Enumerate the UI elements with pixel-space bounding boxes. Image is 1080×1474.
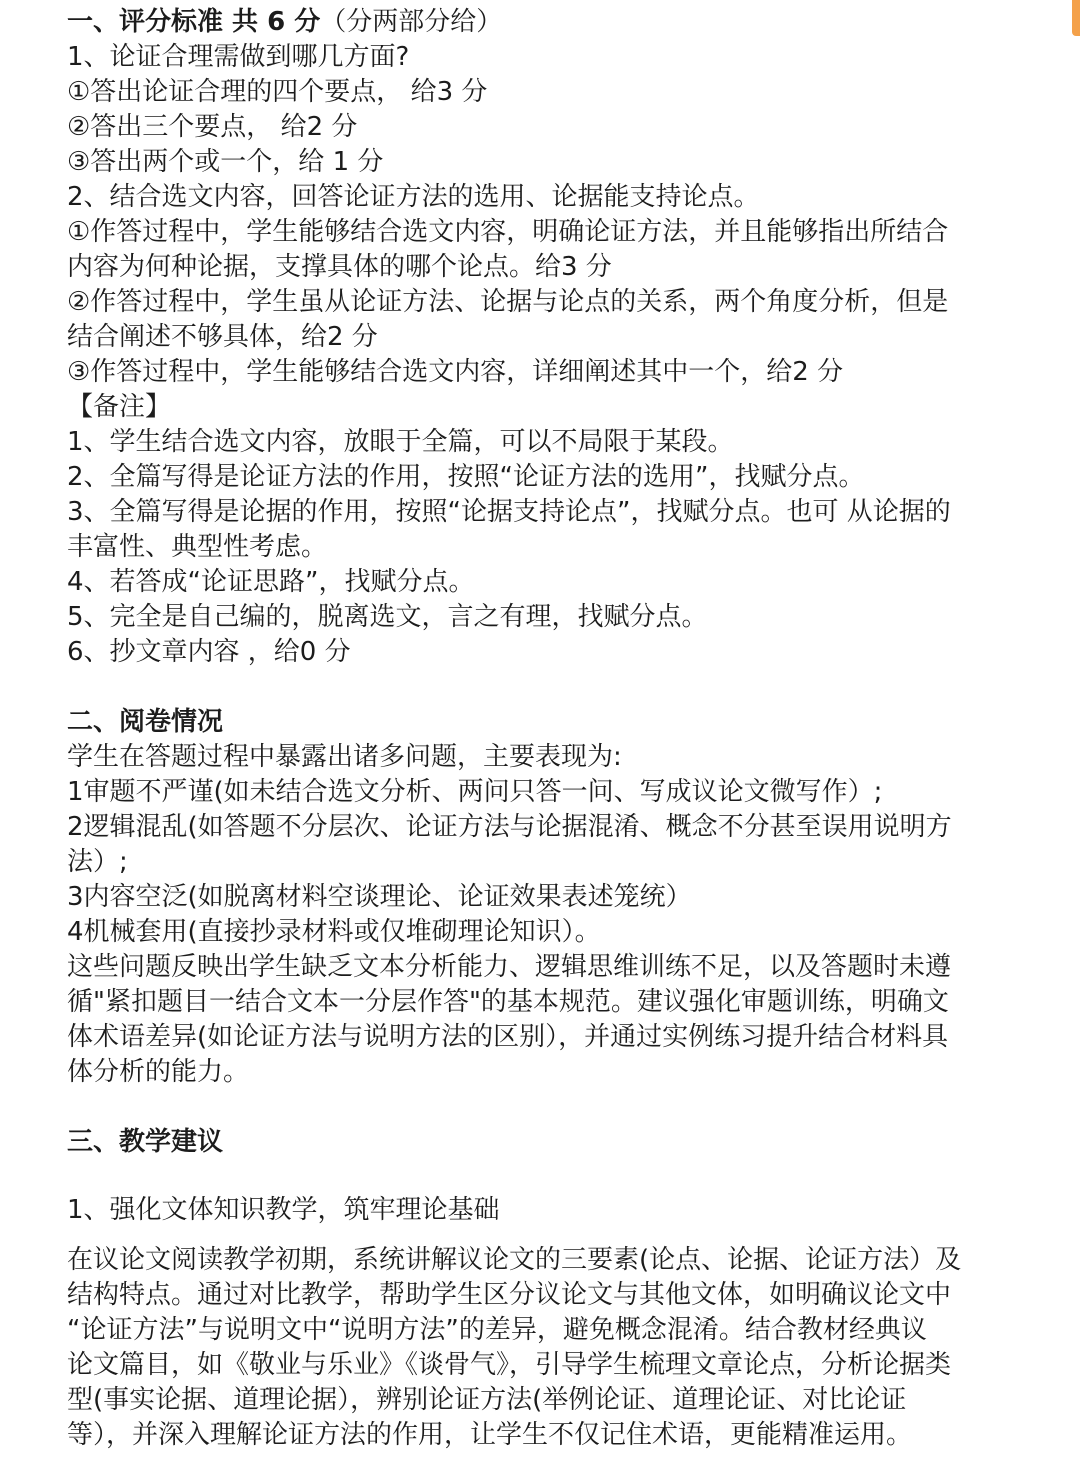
notes-title: 【备注】 [67, 392, 172, 422]
section3-subheading-1: 1、强化文体知识教学，筑牢理论基础 [67, 1195, 500, 1225]
summary-line4: 体分析的能力。 [67, 1057, 250, 1087]
para-line4: 论文篇目，如《敬业与乐业》《谈骨气》，引导学生梳理文章论点，分析论据类 [67, 1350, 952, 1380]
summary-line3: 体术语差异(如论证方法与说明方法的区别），并通过实例练习提升结合材料具 [67, 1022, 949, 1052]
q2-item-1-line2: 内容为何种论据，支撑具体的哪个论点。给3 分 [67, 252, 612, 282]
q1-item-3: ③答出两个或一个，给 1 分 [67, 147, 384, 177]
q2-item-3: ③作答过程中，学生能够结合选文内容，详细阐述其中一个，给2 分 [67, 357, 844, 387]
note-1: 1、学生结合选文内容，放眼于全篇，可以不局限于某段。 [67, 427, 734, 457]
question-1: 1、论证合理需做到哪几方面? [67, 42, 410, 72]
section3-title: 三、教学建议 [67, 1127, 224, 1157]
note-5: 5、完全是自己编的，脱离选文，言之有理，找赋分点。 [67, 602, 708, 632]
summary-line2: 循"紧扣题目一结合文本一分层作答"的基本规范。建议强化审题训练，明确文 [67, 987, 949, 1017]
q2-item-2-line2: 结合阐述不够具体，给2 分 [67, 322, 378, 352]
problem-1: 1审题不严谨(如未结合选文分析、两问只答一问、写成议论文微写作）; [67, 777, 883, 807]
problem-2-line2: 法）; [67, 847, 128, 877]
problem-4: 4机械套用(直接抄录材料或仅堆砌理论知识）。 [67, 917, 601, 947]
para-line1: 在议论文阅读教学初期，系统讲解议论文的三要素(论点、论据、论证方法）及 [67, 1245, 962, 1275]
section1-title [67, 5, 502, 40]
note-2: 2、全篇写得是论证方法的作用，按照“论证方法的选用”，找赋分点。 [67, 462, 865, 492]
note-6: 6、抄文章内容 ，给0 分 [67, 637, 351, 667]
section1-title-rest: （分两部分给） [320, 7, 503, 37]
note-3-line1: 3、全篇写得是论据的作用，按照“论据支持论点”，找赋分点。也可 从论据的 [67, 497, 951, 527]
q2-item-1-line1: ①作答过程中，学生能够结合选文内容，明确论证方法，并且能够指出所结合 [67, 217, 949, 247]
q2-item-2-line1: ②作答过程中，学生虽从论证方法、论据与论点的关系，两个角度分析，但是 [67, 287, 949, 317]
para-line3: “论证方法”与说明文中“说明方法”的差异，避免概念混淆。结合教材经典议 [67, 1315, 927, 1345]
q1-item-2: ②答出三个要点， 给2 分 [67, 112, 358, 142]
problem-2-line1: 2逻辑混乱(如答题不分层次、论证方法与论据混淆、概念不分甚至误用说明方 [67, 812, 952, 842]
section2-intro: 学生在答题过程中暴露出诸多问题，主要表现为: [67, 742, 622, 772]
question-2: 2、结合选文内容，回答论证方法的选用、论据能支持论点。 [67, 182, 760, 212]
para-line5: 型(事实论据、道理论据），辨别论证方法(举例论证、道理论证、对比论证 [67, 1385, 907, 1415]
section2-title: 二、阅卷情况 [67, 707, 224, 737]
para-line6: 等），并深入理解论证方法的作用，让学生不仅记住术语，更能精准运用。 [67, 1420, 913, 1450]
para-line2: 结构特点。通过对比教学，帮助学生区分议论文与其他文体，如明确议论文中 [67, 1280, 952, 1310]
problem-3: 3内容空泛(如脱离材料空谈理论、论证效果表述笼统） [67, 882, 692, 912]
section1-title-bold: 一、评分标准 共 6 分 [67, 7, 321, 37]
summary-line1: 这些问题反映出学生缺乏文本分析能力、逻辑思维训练不足，以及答题时未遵 [67, 952, 952, 982]
note-4: 4、若答成“论证思路”，找赋分点。 [67, 567, 475, 597]
scroll-edge-marker [1072, 0, 1080, 36]
q1-item-1: ①答出论证合理的四个要点， 给3 分 [67, 77, 488, 107]
note-3-line2: 丰富性、典型性考虑。 [67, 532, 328, 562]
